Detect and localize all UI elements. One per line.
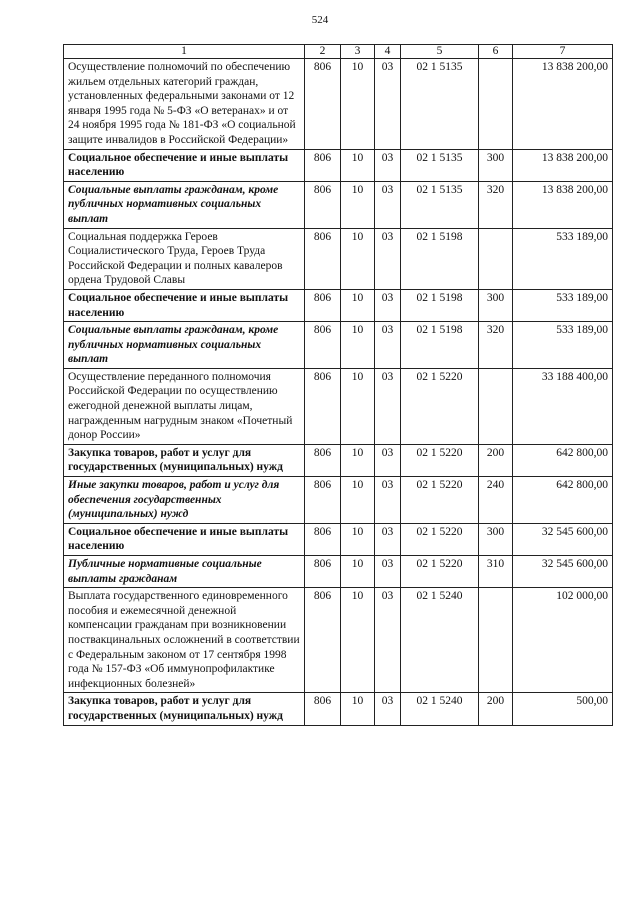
- subsection-code: 03: [375, 588, 401, 693]
- section-code: 10: [341, 693, 375, 725]
- expense-type-code: [479, 59, 513, 150]
- table-row: [64, 444, 613, 476]
- table-row: [64, 523, 613, 555]
- target-article-code: 02 1 5220: [401, 444, 479, 476]
- target-article-code: 02 1 5220: [401, 477, 479, 524]
- table-row: [64, 477, 613, 524]
- row-name: Закупка товаров, работ и услуг для государственных (муниципальных) нужд: [64, 444, 305, 476]
- amount: 642 800,00: [513, 444, 613, 476]
- column-header: 3: [341, 45, 375, 59]
- section-code: 10: [341, 322, 375, 369]
- ministry-code: 806: [305, 444, 341, 476]
- subsection-code: 03: [375, 289, 401, 321]
- section-code: 10: [341, 289, 375, 321]
- column-header: 6: [479, 45, 513, 59]
- row-name: Социальное обеспечение и иные выплаты населению: [64, 289, 305, 321]
- amount: 33 188 400,00: [513, 368, 613, 444]
- ministry-code: 806: [305, 181, 341, 228]
- amount: 32 545 600,00: [513, 556, 613, 588]
- target-article-code: 02 1 5198: [401, 228, 479, 289]
- column-header: 1: [64, 45, 305, 59]
- section-code: 10: [341, 477, 375, 524]
- subsection-code: 03: [375, 693, 401, 725]
- table-row: [64, 149, 613, 181]
- row-name: Иные закупки товаров, работ и услуг для обеспечения государственных (муниципальных) нужд: [64, 477, 305, 524]
- ministry-code: 806: [305, 368, 341, 444]
- target-article-code: 02 1 5198: [401, 322, 479, 369]
- row-name: Социальное обеспечение и иные выплаты населению: [64, 149, 305, 181]
- section-code: 10: [341, 444, 375, 476]
- ministry-code: 806: [305, 228, 341, 289]
- target-article-code: 02 1 5135: [401, 181, 479, 228]
- row-name: Осуществление переданного полномочия Российской Федерации по осуществлению ежегодной денежной выплаты лицам, награжденным нагрудным знаком «Почетный донор России»: [64, 368, 305, 444]
- column-header: 2: [305, 45, 341, 59]
- section-code: 10: [341, 181, 375, 228]
- amount: 13 838 200,00: [513, 59, 613, 150]
- section-code: 10: [341, 556, 375, 588]
- ministry-code: 806: [305, 59, 341, 150]
- budget-table: [63, 44, 613, 726]
- amount: 13 838 200,00: [513, 149, 613, 181]
- subsection-code: 03: [375, 59, 401, 150]
- column-header: 7: [513, 45, 613, 59]
- ministry-code: 806: [305, 289, 341, 321]
- target-article-code: 02 1 5240: [401, 588, 479, 693]
- expense-type-code: 240: [479, 477, 513, 524]
- ministry-code: 806: [305, 477, 341, 524]
- ministry-code: 806: [305, 556, 341, 588]
- target-article-code: 02 1 5135: [401, 149, 479, 181]
- amount: 102 000,00: [513, 588, 613, 693]
- expense-type-code: 300: [479, 523, 513, 555]
- expense-type-code: 310: [479, 556, 513, 588]
- amount: 13 838 200,00: [513, 181, 613, 228]
- amount: 533 189,00: [513, 228, 613, 289]
- row-name: Выплата государственного единовременного пособия и ежемесячной денежной компенсации гражданам при возникновении поствакцинальных осложнений в соответствии с Федеральным законом от 17 сентября 1998 года № 157-ФЗ «Об иммунопрофилактике инфекционных болезней»: [64, 588, 305, 693]
- target-article-code: 02 1 5220: [401, 556, 479, 588]
- header-row: [64, 45, 613, 59]
- subsection-code: 03: [375, 556, 401, 588]
- subsection-code: 03: [375, 444, 401, 476]
- row-name: Социальные выплаты гражданам, кроме публичных нормативных социальных выплат: [64, 181, 305, 228]
- row-name: Осуществление полномочий по обеспечению жильем отдельных категорий граждан, установленных федеральными законами от 12 января 1995 года № 5-ФЗ «О ветеранах» и от 24 ноября 1995 года № 181-ФЗ «О социальной защите инвалидов в Российской Федерации»: [64, 59, 305, 150]
- expense-type-code: 300: [479, 289, 513, 321]
- expense-type-code: 200: [479, 444, 513, 476]
- ministry-code: 806: [305, 693, 341, 725]
- section-code: 10: [341, 368, 375, 444]
- amount: 500,00: [513, 693, 613, 725]
- table-row: [64, 588, 613, 693]
- target-article-code: 02 1 5240: [401, 693, 479, 725]
- subsection-code: 03: [375, 368, 401, 444]
- expense-type-code: 320: [479, 181, 513, 228]
- expense-type-code: 320: [479, 322, 513, 369]
- ministry-code: 806: [305, 149, 341, 181]
- amount: 642 800,00: [513, 477, 613, 524]
- subsection-code: 03: [375, 477, 401, 524]
- table-row: [64, 322, 613, 369]
- ministry-code: 806: [305, 523, 341, 555]
- ministry-code: 806: [305, 588, 341, 693]
- target-article-code: 02 1 5220: [401, 523, 479, 555]
- subsection-code: 03: [375, 181, 401, 228]
- subsection-code: 03: [375, 149, 401, 181]
- table-row: [64, 228, 613, 289]
- table-row: [64, 556, 613, 588]
- row-name: Публичные нормативные социальные выплаты гражданам: [64, 556, 305, 588]
- row-name: Социальная поддержка Героев Социалистического Труда, Героев Труда Российской Федерации и полных кавалеров ордена Трудовой Славы: [64, 228, 305, 289]
- target-article-code: 02 1 5135: [401, 59, 479, 150]
- target-article-code: 02 1 5198: [401, 289, 479, 321]
- row-name: Социальные выплаты гражданам, кроме публичных нормативных социальных выплат: [64, 322, 305, 369]
- row-name: Закупка товаров, работ и услуг для государственных (муниципальных) нужд: [64, 693, 305, 725]
- section-code: 10: [341, 228, 375, 289]
- table-row: [64, 368, 613, 444]
- expense-type-code: [479, 368, 513, 444]
- table-row: [64, 693, 613, 725]
- subsection-code: 03: [375, 523, 401, 555]
- column-header: 5: [401, 45, 479, 59]
- section-code: 10: [341, 149, 375, 181]
- amount: 533 189,00: [513, 322, 613, 369]
- amount: 533 189,00: [513, 289, 613, 321]
- section-code: 10: [341, 523, 375, 555]
- expense-type-code: [479, 228, 513, 289]
- table-row: [64, 289, 613, 321]
- ministry-code: 806: [305, 322, 341, 369]
- subsection-code: 03: [375, 322, 401, 369]
- column-header: 4: [375, 45, 401, 59]
- row-name: Социальное обеспечение и иные выплаты населению: [64, 523, 305, 555]
- target-article-code: 02 1 5220: [401, 368, 479, 444]
- expense-type-code: 200: [479, 693, 513, 725]
- table-row: [64, 59, 613, 150]
- section-code: 10: [341, 588, 375, 693]
- expense-type-code: [479, 588, 513, 693]
- expense-type-code: 300: [479, 149, 513, 181]
- subsection-code: 03: [375, 228, 401, 289]
- page-number: 524: [311, 14, 329, 26]
- amount: 32 545 600,00: [513, 523, 613, 555]
- section-code: 10: [341, 59, 375, 150]
- table-row: [64, 181, 613, 228]
